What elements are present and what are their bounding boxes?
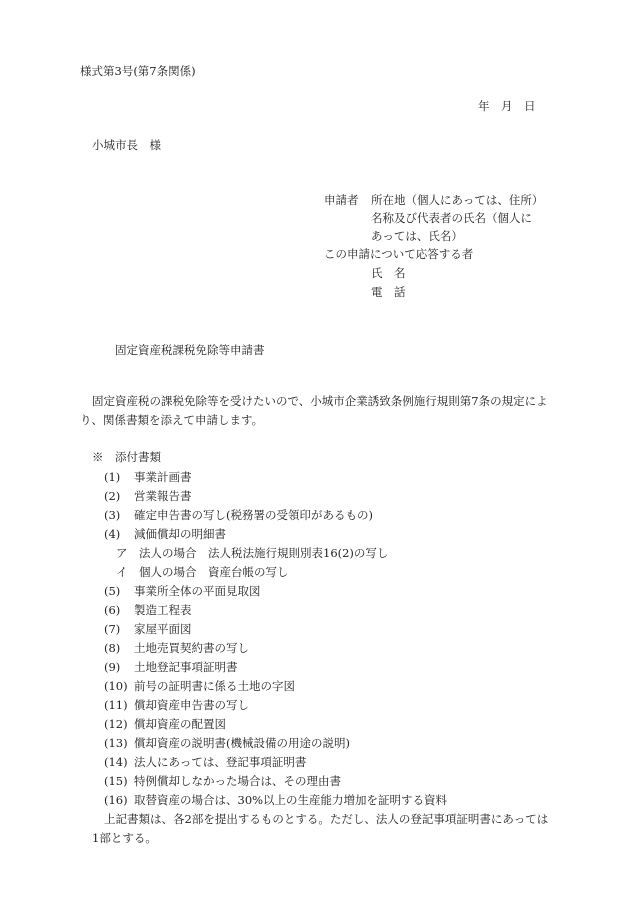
attachment-text: 事業計画書 (134, 470, 192, 484)
contact-heading: この申請について応答する者 (324, 247, 474, 261)
attachment-num: (3) (104, 508, 121, 522)
applicant-name-line1: 名称及び代表者の氏名（個人に (371, 211, 532, 225)
body-line1: 固定資産税の課税免除等を受けたいので、小城市企業誘致条例施行規則第7条の規定によ (92, 394, 548, 408)
addressee: 小城市長 様 (92, 138, 161, 152)
attachment-num: (13) (104, 736, 128, 750)
attachment-num: (8) (104, 641, 121, 655)
attachment-num: (1) (104, 470, 121, 484)
attachment-num: (4) (104, 527, 121, 541)
attachment-text: 法人にあっては、登記事項証明書 (134, 755, 307, 769)
attachment-subitem-a: ア 法人の場合 法人税法施行規則別表16(2)の写し (116, 546, 389, 560)
attachment-num: (14) (104, 755, 128, 769)
attachment-text: 減価償却の明細書 (134, 527, 226, 541)
attachment-num: (9) (104, 660, 121, 674)
attachment-num: (2) (104, 489, 121, 503)
form-number: 様式第3号(第7条関係) (80, 64, 196, 78)
attachment-num: (10) (104, 679, 128, 693)
applicant-name-line2: あっては、氏名） (371, 229, 463, 243)
attachment-text: 償却資産申告書の写し (134, 698, 249, 712)
attachments-heading: ※ 添付書類 (92, 450, 161, 464)
attachment-text: 取替資産の場合は、30%以上の生産能力増加を証明する資料 (134, 793, 448, 807)
body-line2: り、関係書類を添えて申請します。 (80, 413, 264, 427)
attachment-text: 償却資産の説明書(機械設備の用途の説明) (134, 736, 350, 750)
applicant-address-line: 所在地（個人にあっては、住所） (371, 193, 544, 207)
attachment-text: 土地売買契約書の写し (134, 641, 249, 655)
applicant-label: 申請者 (324, 193, 359, 207)
attachment-subitem-i: イ 個人の場合 資産台帳の写し (116, 565, 289, 579)
document-title: 固定資産税課税免除等申請書 (115, 343, 265, 357)
attachment-text: 確定申告書の写し(税務署の受領印があるもの) (134, 508, 373, 522)
attachment-text: 営業報告書 (134, 489, 192, 503)
note-line2: 1部とする。 (92, 831, 157, 845)
contact-name-label: 氏 名 (371, 266, 406, 280)
attachment-num: (5) (104, 584, 121, 598)
attachment-text: 償却資産の配置図 (134, 717, 226, 731)
attachment-num: (16) (104, 793, 128, 807)
attachment-num: (6) (104, 603, 121, 617)
attachment-num: (12) (104, 717, 128, 731)
attachment-num: (7) (104, 622, 121, 636)
attachment-text: 前号の証明書に係る土地の字図 (134, 679, 295, 693)
date-line: 年 月 日 (478, 99, 536, 113)
attachment-text: 家屋平面図 (134, 622, 192, 636)
attachment-num: (11) (104, 698, 128, 712)
attachment-text: 特例償却しなかった場合は、その理由書 (134, 774, 341, 788)
attachment-text: 土地登記事項証明書 (134, 660, 238, 674)
attachment-text: 製造工程表 (134, 603, 192, 617)
attachment-num: (15) (104, 774, 128, 788)
attachment-text: 事業所全体の平面見取図 (134, 584, 261, 598)
contact-phone-label: 電 話 (371, 285, 406, 299)
note-line1: 上記書類は、各2部を提出するものとする。ただし、法人の登記事項証明書にあっては (104, 812, 549, 826)
